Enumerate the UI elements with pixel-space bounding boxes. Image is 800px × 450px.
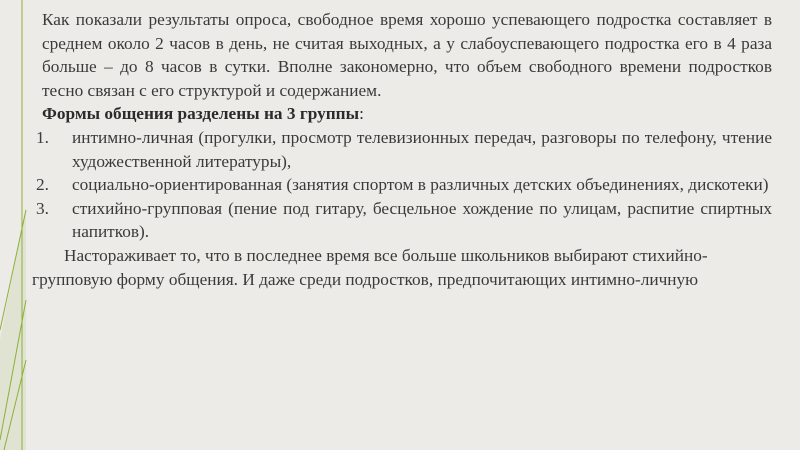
list-item xyxy=(36,126,772,173)
groups-list xyxy=(36,126,772,244)
decorative-lines xyxy=(0,0,28,450)
list-item-text: интимно-личная (прогулки, просмотр телевизионных передач, разговоры по телефону, чтение художественной литературы), xyxy=(72,127,772,171)
groups-heading xyxy=(42,102,772,126)
list-item-number: 1. xyxy=(36,127,49,147)
groups-heading-colon: : xyxy=(359,104,364,124)
groups-heading-text: Формы общения разделены на 3 группы xyxy=(42,104,360,124)
list-item xyxy=(36,173,772,197)
list-item-number: 2. xyxy=(36,175,49,195)
list-item-text: социально-ориентированная (занятия спортом в различных детских объединениях, дискотеки) xyxy=(72,175,769,195)
list-item-number: 3. xyxy=(36,198,49,218)
intro-paragraph: Как показали результаты опроса, свободное время хорошо успевающего подростка составляет в среднем около 2 часов в день, не считая выходных, а у слабоуспевающего подростка его в 4 раза больше – до 8 часов в сутки. Вполне закономерно, что объем свободного времени подростков тесно связан с его структурой и содержанием. xyxy=(42,10,772,100)
deco-triangle xyxy=(0,205,26,450)
slide-content xyxy=(32,8,772,291)
list-item-text: стихийно-групповая (пение под гитару, бесцельное хождение по улицам, распитие спиртных напитков). xyxy=(72,198,772,242)
conclusion-paragraph: Настораживает то, что в последнее время все больше школьников выбирают стихийно-групповую форму общения. И даже среди подростков, предпочитающих интимно-личную xyxy=(32,245,708,289)
list-item xyxy=(36,197,772,244)
